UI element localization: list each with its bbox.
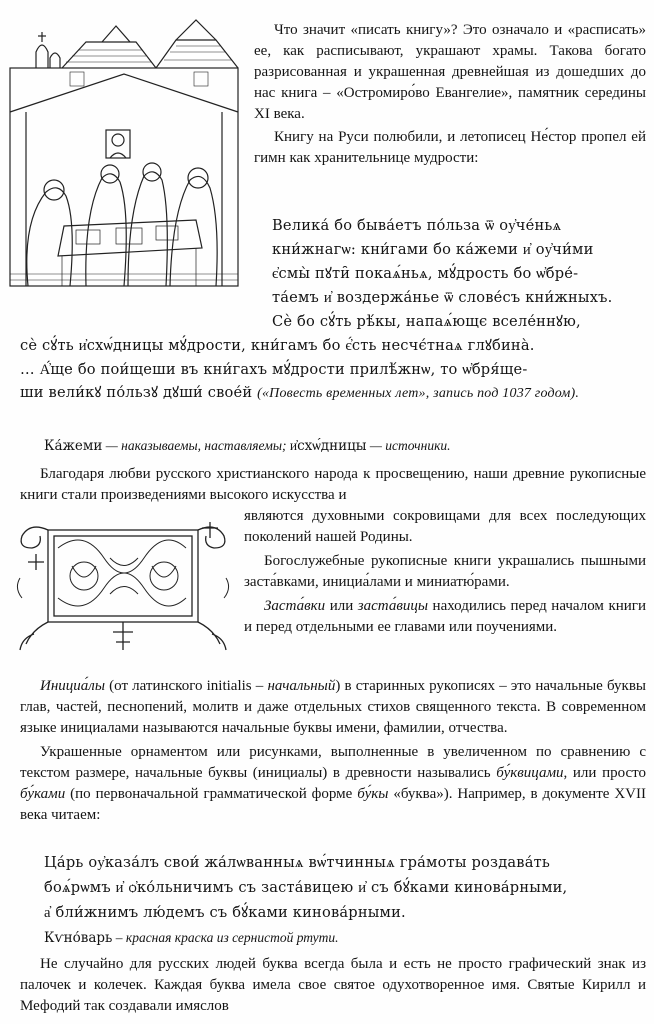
scribes-miniature-illustration: [6, 12, 242, 290]
paragraph: Богослужебные рукописные книги украшались пышными заста́вками, инициа́лами и миниатю́рами.: [244, 553, 646, 590]
term: бу́квицами: [496, 765, 564, 781]
paragraph: Книгу на Руси полюбили, и летописец Не́стор пропел ей гимн как хранительнице мудрости:: [254, 129, 646, 166]
gloss-term: Кѵно́варь: [44, 930, 113, 946]
paragraph: являются духовными сокровищами для всех последующих поколений нашей Родины.: [244, 508, 646, 545]
slavonic-line: боѧ́рѡмъ и҆ ѻ҆ко́льничимъ съ заста́вицею и҆ съ бꙋ́ками кинова́рными,: [44, 879, 568, 896]
slavonic-quote-full: [20, 334, 646, 405]
slavonic-line: сѐ сꙋ́ть и҆схѡ́дницы мꙋ́дрости, кни́гамъ бо є҆́сть несчє́тнаѧ глꙋбина̀.: [20, 337, 535, 354]
slavonic-line: та́емъ и҆ воздержа́нье ѿ слове́съ кни́жныхъ.: [272, 289, 613, 306]
term: заста́вицы: [357, 598, 428, 614]
gloss-term: и҆схѡ́дницы: [289, 438, 367, 454]
body-text: [20, 464, 646, 506]
slavonic-line: Велика́ бо быва́етъ по́льза ѿ оу҆че́ньѧ: [272, 217, 562, 234]
gloss-definition: – красная краска из сернистой ртути.: [112, 930, 339, 945]
term: Инициа́лы: [40, 678, 105, 694]
term: Заста́вки: [264, 598, 326, 614]
slavonic-line-with-source: [20, 382, 646, 405]
zastavka-ornament-illustration: [14, 518, 234, 658]
paragraph: Не случайно для русских людей буква всегда была и есть не просто графический знак из палочек и колечек. Каждая буква имела свое святое одухотворенное имя. Святые Кирилл и Мефодий так создавали имяслов: [20, 956, 646, 1014]
gloss-term: Ка́жеми: [44, 438, 103, 454]
paragraph: Инициа́лы (от латинского initialis – начальный) в старинных рукописях – это начальные буквы глав, частей, песнопений, молитв и даже отдельных стихов священного текста. В современном языке инициалами называются начальные буквы имени, фамилии, отчества.: [20, 678, 646, 736]
intro-text-block: [254, 20, 646, 169]
slavonic-line: Сѐ бо сꙋ́ть рѣ́кы, напаѧ́ющє вселе́ннꙋю,: [272, 313, 581, 330]
paragraph: Заста́вки или заста́вицы находились перед началом книги и перед отдельными ее главами или поучениями.: [244, 598, 646, 635]
slavonic-text: ши вели́кꙋ по́льзꙋ дꙋши́ свое́й: [20, 384, 253, 401]
slavonic-quote-2: [44, 850, 646, 925]
slavonic-quote-indented: [272, 214, 650, 334]
gloss-note: [44, 928, 644, 948]
paragraph: Что значит «писать книгу»? Это означало и «расписать» ее, как расписывают, украшают храмы. Такова богато разрисованная и украшенная древнейшая из дошедших до нас книга – «Остромиро́во Евангелие», памятник середины XI века.: [254, 22, 646, 122]
slavonic-line: кни́жнагѡ: кни́гами бо ка́жеми и҆ оу҆чи́ми: [272, 241, 594, 258]
slavonic-line: Ца́рь оу҆каза́лъ свои́ жа́лѡванныѧ вѡ́тчинныѧ гра́моты роздава́ть: [44, 854, 551, 871]
term: бу́ками: [20, 786, 66, 802]
paragraph: Украшенные орнаментом или рисунками, выполненные в увеличенном по сравнению с текстом размере, начальные буквы (инициалы) в древности назывались бу́квицами, или просто бу́ками (по первоначальной грамматической форме бу́кы «буква»). Например, в документе XVII века читаем:: [20, 744, 646, 823]
body-text: [20, 954, 646, 1017]
term: бу́кы: [357, 786, 389, 802]
body-text: [244, 506, 646, 638]
gloss-definition: — источники.: [366, 438, 451, 453]
gloss-note: [44, 436, 644, 456]
paragraph: Благодаря любви русского христианского народа к просвещению, наши древние рукописные книги стали произведениями высокого искусства и: [20, 466, 646, 503]
slavonic-line: а҆ бли́жнимъ лю́демъ съ бꙋ́ками кинова́рными.: [44, 904, 406, 921]
slavonic-line: … А҆́ще бо пои́щеши въ кни́гахъ мꙋ́дрости прилѣ́жнѡ, то ѡ҆бря́ще-: [20, 361, 528, 378]
body-text: [20, 676, 646, 826]
slavonic-line: є҆смы̀ пꙋти̑ покаѧ́ньѧ, мꙋ́дрость бо ѡ҆бре́-: [272, 265, 579, 282]
quote-source: («Повесть временных лет», запись под 1037 годом).: [257, 386, 580, 401]
gloss-definition: — наказываемы, наставляемы;: [102, 438, 290, 453]
